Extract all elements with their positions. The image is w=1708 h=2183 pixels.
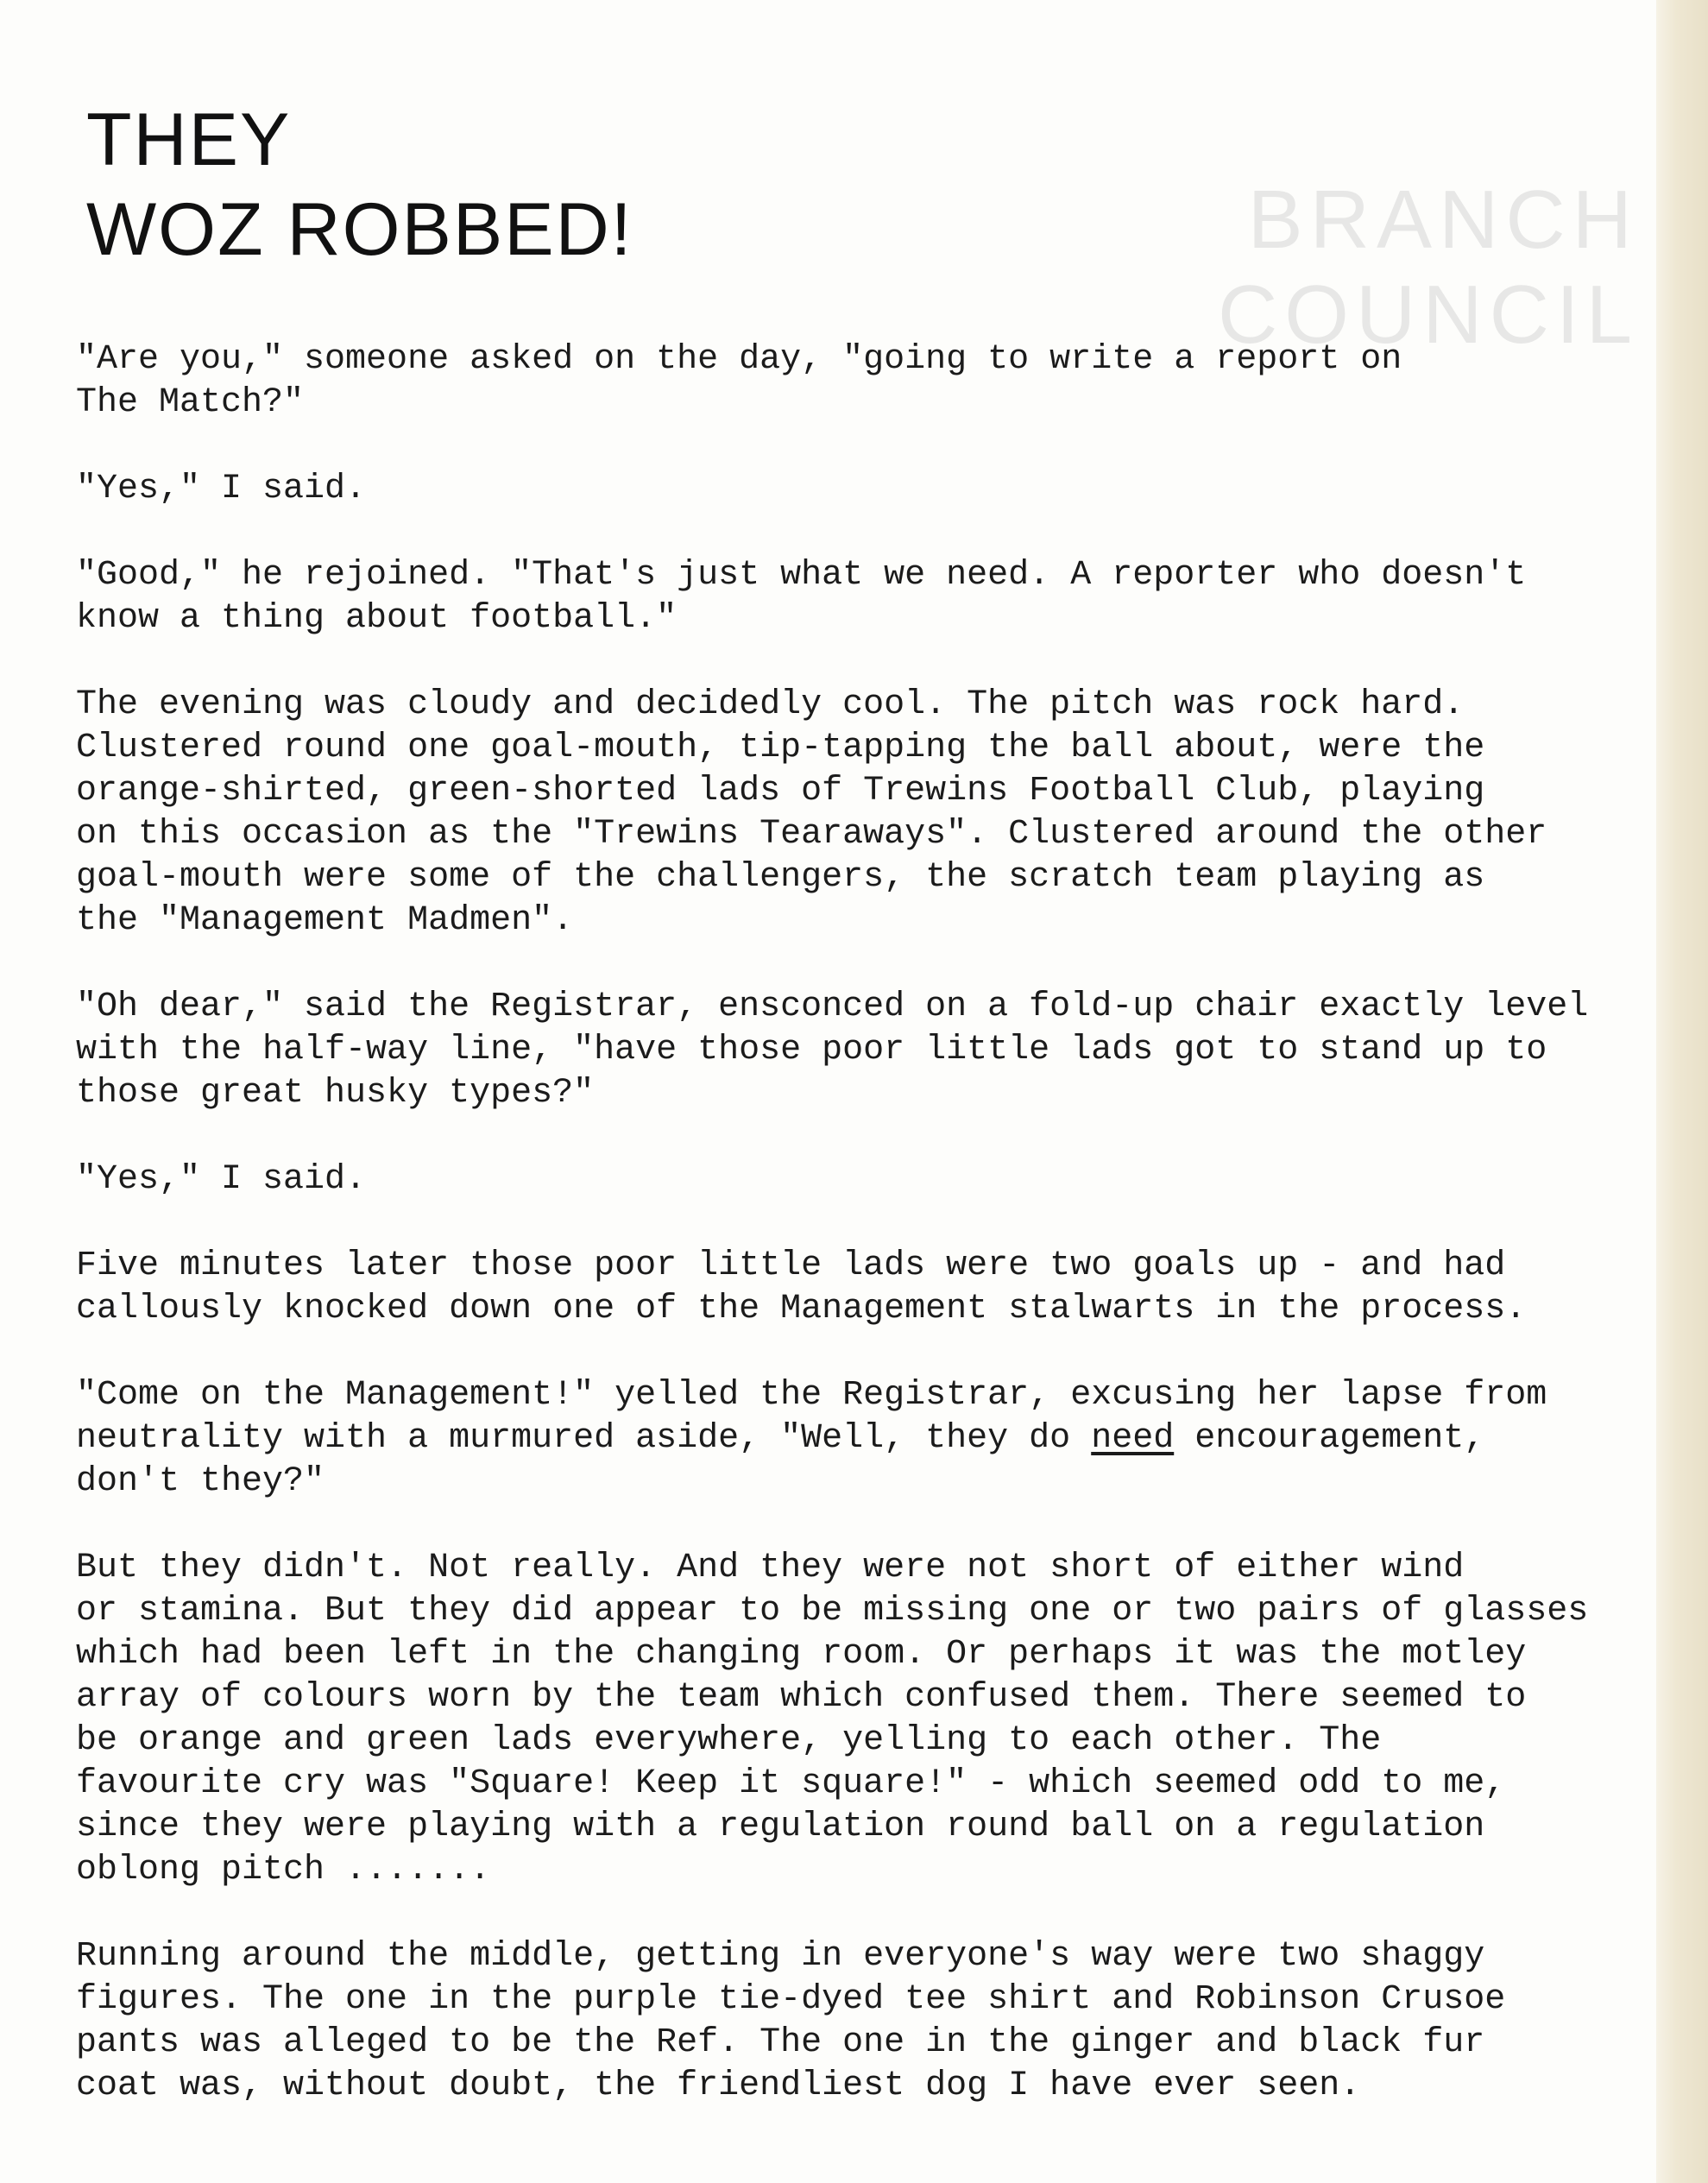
show-through-line-2: COUNCIL [1217,268,1639,361]
text-line: or stamina. But they did appear to be missing one or two pairs of glasses [76,1592,1589,1631]
text-line: orange-shirted, green-shorted lads of Trewins Football Club, playing [76,772,1485,811]
text-line: pants was alleged to be the Ref. The one in the ginger and black fur [76,2023,1485,2062]
text-line: "Come on the Management!" yelled the Registrar, excusing her lapse from [76,1376,1547,1415]
headline-line-1: THEY [86,98,292,181]
text-line: favourite cry was "Square! Keep it square!" - which seemed odd to me, [76,1764,1506,1803]
text-line: Running around the middle, getting in everyone's way were two shaggy [76,1937,1485,1976]
text-line: don't they?" [76,1462,325,1501]
text-line: those great husky types?" [76,1074,595,1113]
text-line: The Match?" [76,383,305,422]
text-line: goal-mouth were some of the challengers, the scratch team playing as [76,858,1485,897]
text-line: coat was, without doubt, the friendliest dog I have ever seen. [76,2066,1361,2105]
text-line: Five minutes later those poor little lads were two goals up - and had [76,1246,1506,1285]
show-through-heading [1218,173,1639,363]
paragraph-10 [76,1935,1673,2108]
article-body [76,338,1673,2151]
text-line: "Good," he rejoined. "That's just what we need. A reporter who doesn't [76,556,1527,595]
text-line: array of colours worn by the team which confused them. There seemed to [76,1678,1527,1717]
underlined-word: need [1091,1419,1175,1458]
headline-line-2: WOZ ROBBED! [86,188,633,271]
paragraph-2 [76,468,1673,511]
text-line: know a thing about football." [76,599,678,638]
text-line: figures. The one in the purple tie-dyed tee shirt and Robinson Crusoe [76,1980,1506,2019]
text-segment: neutrality with a murmured aside, "Well, they do [76,1419,1092,1458]
text-line: oblong pitch ....... [76,1851,491,1890]
text-segment: encouragement, [1174,1419,1485,1458]
article-headline [86,95,633,274]
text-line: be orange and green lads everywhere, yelling to each other. The [76,1721,1382,1760]
text-line: Clustered round one goal-mouth, tip-tapping the ball about, were the [76,729,1485,767]
text-line: with the half-way line, "have those poor little lads got to stand up to [76,1031,1547,1069]
text-line: "Oh dear," said the Registrar, ensconced on a fold-up chair exactly level [76,987,1589,1026]
text-line: since they were playing with a regulation round ball on a regulation [76,1808,1485,1846]
paragraph-1 [76,338,1673,425]
text-line: on this occasion as the "Trewins Tearaways". Clustered around the other [76,815,1547,854]
text-line: "Yes," I said. [76,1160,367,1199]
paragraph-4 [76,684,1673,943]
text-line: The evening was cloudy and decidedly cool. The pitch was rock hard. [76,685,1465,724]
show-through-line-1: BRANCH [1247,174,1639,266]
paragraph-6 [76,1158,1673,1202]
text-line: But they didn't. Not really. And they were not short of either wind [76,1549,1465,1587]
text-line: which had been left in the changing room. Or perhaps it was the motley [76,1635,1527,1674]
paragraph-5 [76,986,1673,1115]
text-line: "Yes," I said. [76,470,367,508]
paragraph-3 [76,554,1673,640]
paragraph-7 [76,1245,1673,1331]
paragraph-9 [76,1547,1673,1892]
text-line: callously knocked down one of the Management stalwarts in the process. [76,1290,1527,1328]
text-line: the "Management Madmen". [76,901,574,940]
text-line [76,1417,1673,1461]
paragraph-8 [76,1374,1673,1504]
text-line: "Are you," someone asked on the day, "going to write a report on [76,340,1402,379]
